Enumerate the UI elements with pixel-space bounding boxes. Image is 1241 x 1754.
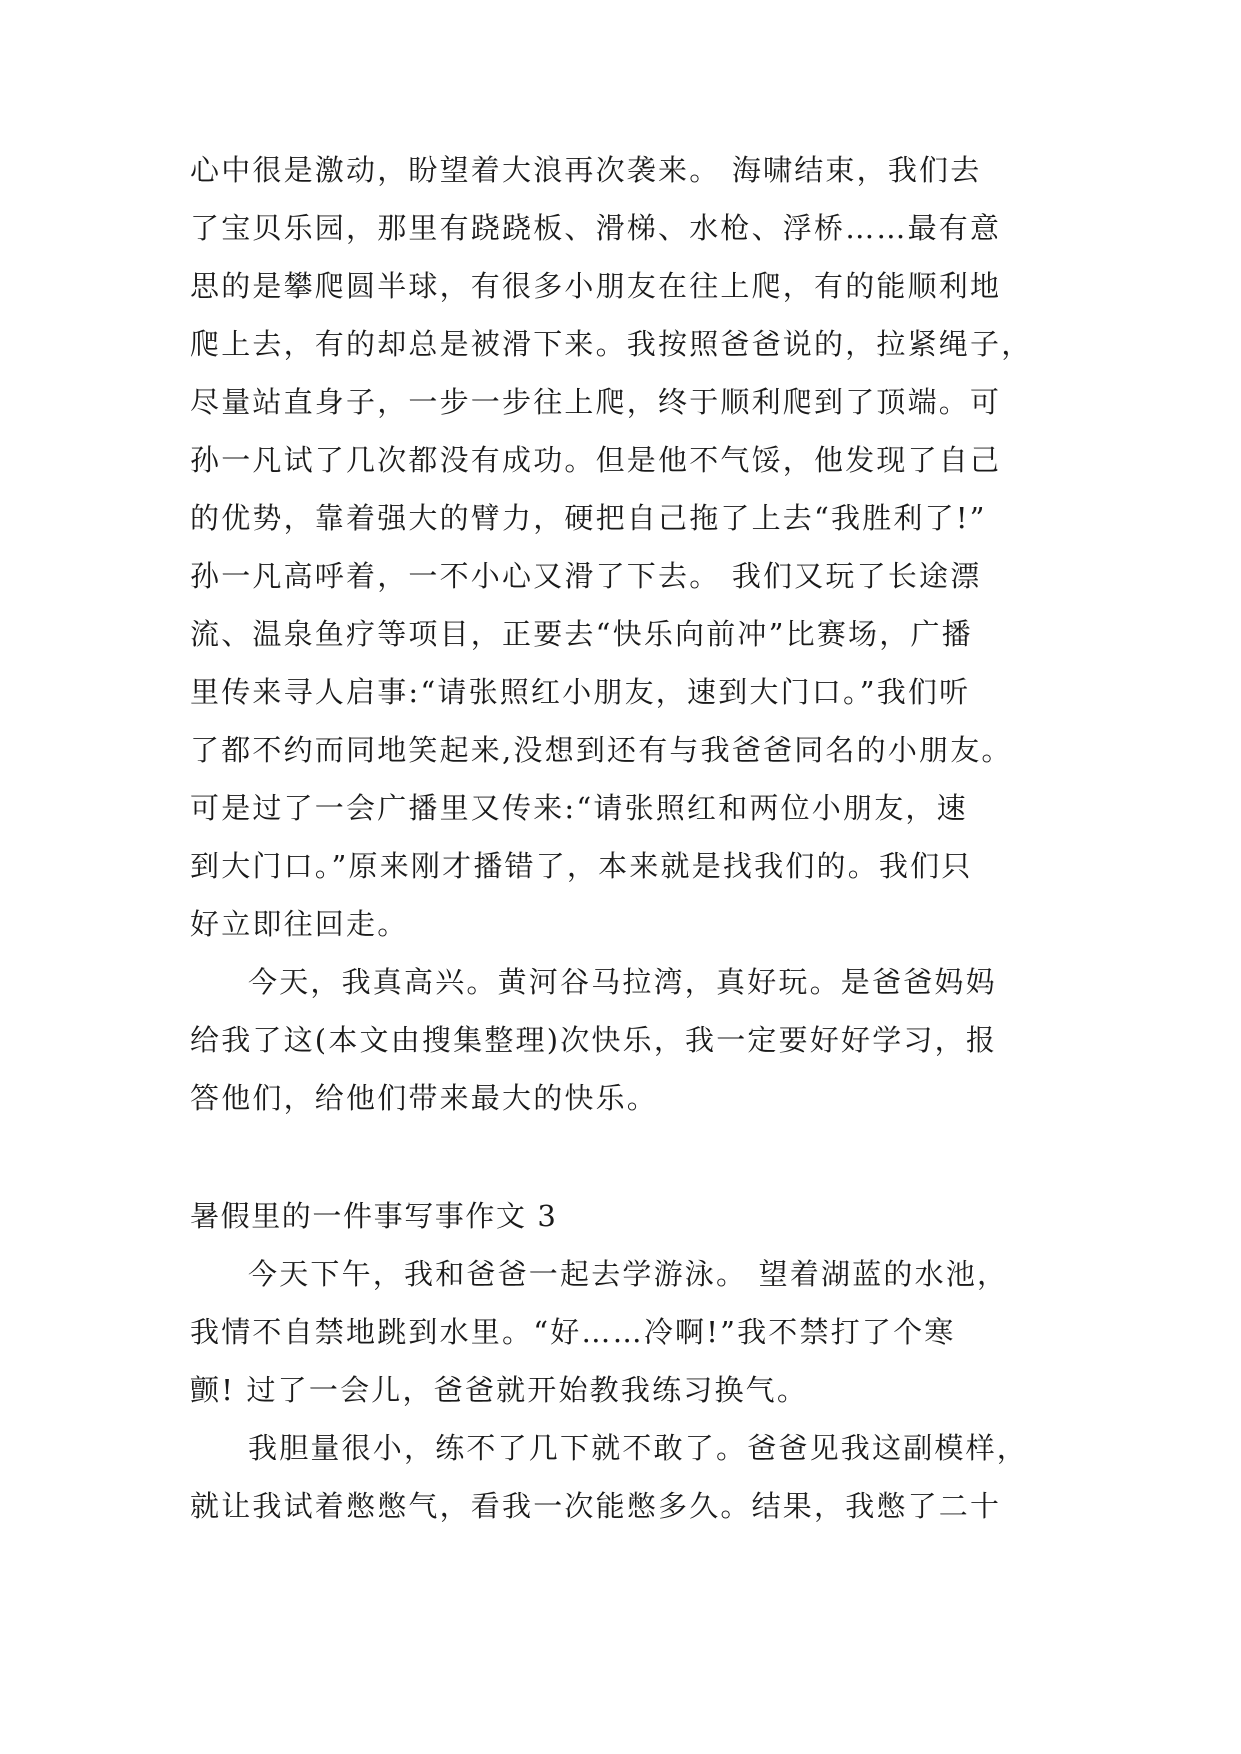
text-line-10: 里传来寻人启事:“请张照红小朋友，速到大门口。”我们听 [190, 675, 971, 709]
text-line-3: 思的是攀爬圆半球，有很多小朋友在往上爬，有的能顺利地 [190, 269, 1002, 303]
text-line-16: 给我了这(本文由搜集整理)次快乐，我一定要好好学习，报 [190, 1023, 998, 1057]
text-line-5: 尽量站直身子，一步一步往上爬，终于顺利爬到了顶端。可 [190, 385, 1002, 419]
text-line-4: 爬上去，有的却总是被滑下来。我按照爸爸说的，拉紧绳子， [190, 327, 1033, 361]
text-line-21: 颤! 过了一会儿，爸爸就开始教我练习换气。 [190, 1373, 809, 1407]
text-line-14: 好立即往回走。 [190, 907, 409, 941]
paragraph-start-line: 今天下午，我和爸爸一起去学游泳。 望着湖蓝的水池， [248, 1257, 1009, 1291]
paragraph-start-line: 我胆量很小，练不了几下就不敢了。爸爸见我这副模样， [248, 1431, 1029, 1465]
text-line-8: 孙一凡高呼着，一不小心又滑了下去。 我们又玩了长途漂 [190, 559, 982, 593]
text-line-1: 心中很是激动，盼望着大浪再次袭来。 海啸结束，我们去 [190, 153, 982, 187]
text-line-20: 我情不自禁地跳到水里。“好……冷啊!”我不禁打了个寒 [190, 1315, 956, 1349]
section-heading: 暑假里的一件事写事作文 3 [190, 1199, 558, 1233]
text-line-9: 流、温泉鱼疗等项目，正要去“快乐向前冲”比赛场，广播 [190, 617, 973, 651]
paragraph-start-line: 今天，我真高兴。黄河谷马拉湾，真好玩。是爸爸妈妈 [248, 965, 997, 999]
text-line-6: 孙一凡试了几次都没有成功。但是他不气馁，他发现了自己 [190, 443, 1002, 477]
text-line-7: 的优势，靠着强大的臂力，硬把自己拖了上去“我胜利了!” [190, 501, 987, 535]
text-line-12: 可是过了一会广播里又传来:“请张照红和两位小朋友，速 [190, 791, 968, 825]
text-line-23: 就让我试着憋憋气，看我一次能憋多久。结果，我憋了二十 [190, 1489, 1002, 1523]
text-line-17: 答他们，给他们带来最大的快乐。 [190, 1081, 659, 1115]
text-line-2: 了宝贝乐园，那里有跷跷板、滑梯、水枪、浮桥……最有意 [190, 211, 1002, 245]
text-line-11: 了都不约而同地笑起来,没想到还有与我爸爸同名的小朋友。 [190, 733, 1013, 767]
text-line-13: 到大门口。”原来刚才播错了，本来就是找我们的。我们只 [190, 849, 973, 883]
